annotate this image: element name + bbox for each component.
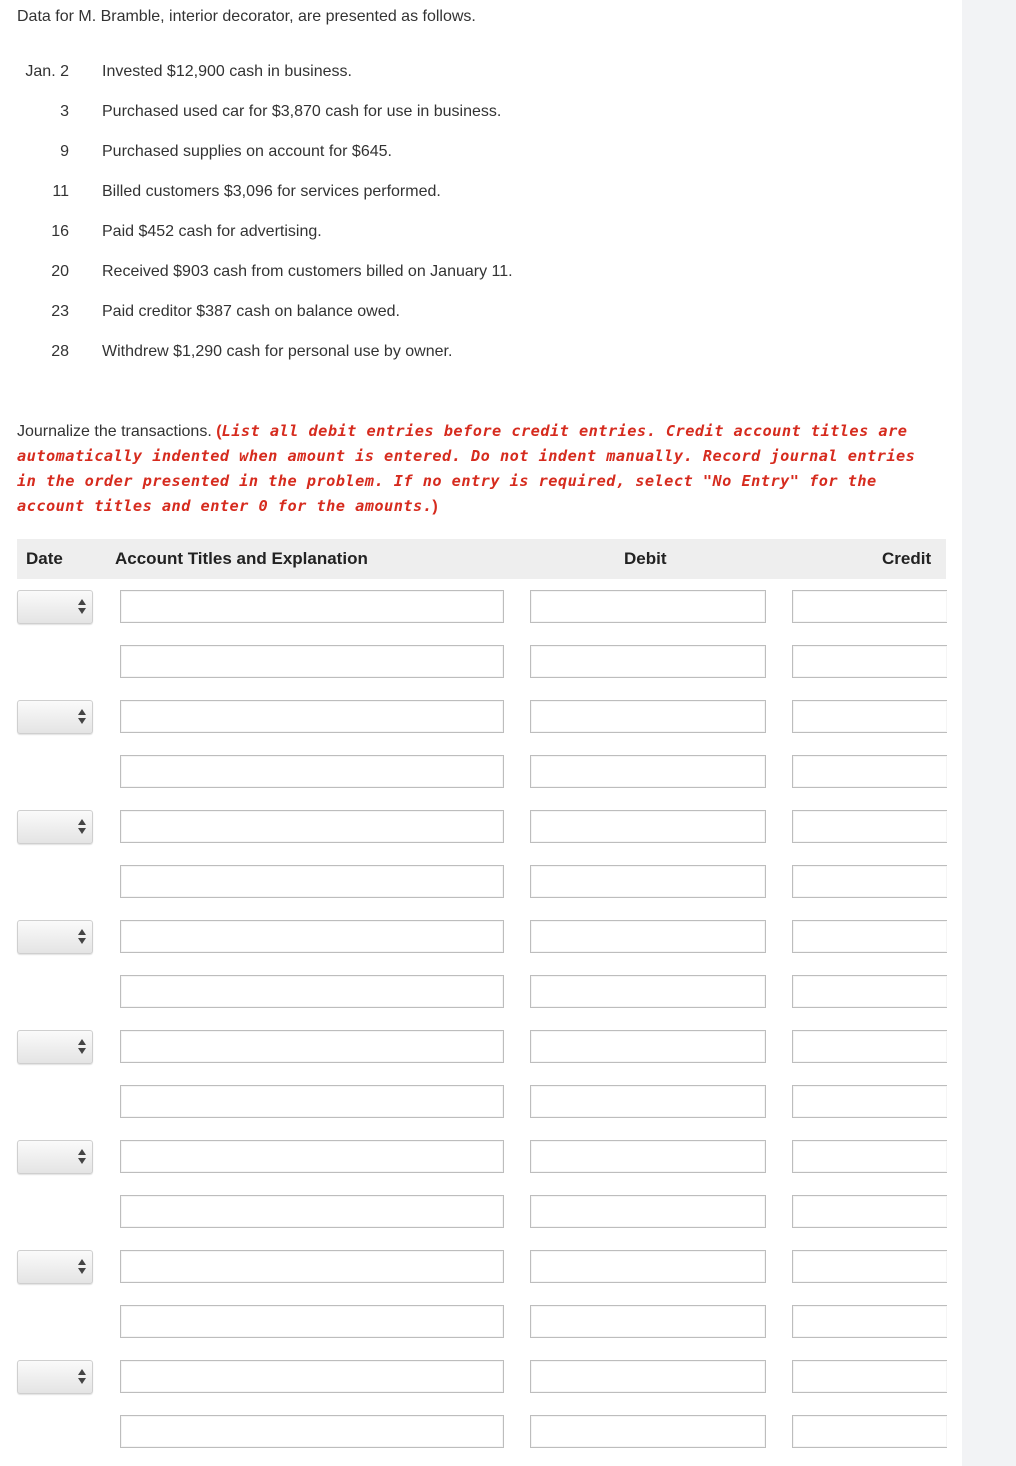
journal-row xyxy=(0,865,962,920)
credit-input[interactable] xyxy=(792,645,947,678)
transaction-description: Paid $452 cash for advertising. xyxy=(102,223,322,240)
account-title-input[interactable] xyxy=(120,700,504,733)
debit-input[interactable] xyxy=(530,1415,766,1448)
credit-input[interactable] xyxy=(792,920,947,953)
credit-input[interactable] xyxy=(792,975,947,1008)
account-title-input[interactable] xyxy=(120,1360,504,1393)
credit-input[interactable] xyxy=(792,1250,947,1283)
credit-input[interactable] xyxy=(792,700,947,733)
transaction-description: Paid creditor $387 cash on balance owed. xyxy=(102,303,400,320)
account-title-input[interactable] xyxy=(120,1140,504,1173)
select-arrows-icon xyxy=(77,819,87,835)
instruction-close-paren: ) xyxy=(432,498,438,515)
credit-input[interactable] xyxy=(792,1360,947,1393)
account-title-input[interactable] xyxy=(120,810,504,843)
account-title-input[interactable] xyxy=(120,590,504,623)
debit-input[interactable] xyxy=(530,1195,766,1228)
debit-input[interactable] xyxy=(530,975,766,1008)
transaction-description: Purchased supplies on account for $645. xyxy=(102,143,392,160)
transaction-description: Purchased used car for $3,870 cash for use in business. xyxy=(102,103,502,120)
right-side-panel xyxy=(962,0,1016,1466)
account-title-input[interactable] xyxy=(120,1250,504,1283)
journal-row xyxy=(0,755,962,810)
header-date: Date xyxy=(26,549,63,568)
journal-row xyxy=(0,590,962,645)
select-arrows-icon xyxy=(77,929,87,945)
debit-input[interactable] xyxy=(530,1360,766,1393)
transaction-row xyxy=(0,302,700,342)
credit-input[interactable] xyxy=(792,1140,947,1173)
transaction-list xyxy=(0,62,700,382)
select-arrows-icon xyxy=(77,1369,87,1385)
transaction-date: 28 xyxy=(51,343,69,360)
debit-input[interactable] xyxy=(530,1250,766,1283)
journal-row xyxy=(0,975,962,1030)
credit-input[interactable] xyxy=(792,1030,947,1063)
credit-input[interactable] xyxy=(792,755,947,788)
transaction-date: 23 xyxy=(51,303,69,320)
account-title-input[interactable] xyxy=(120,1195,504,1228)
transaction-description: Withdrew $1,290 cash for personal use by owner. xyxy=(102,343,453,360)
date-select[interactable] xyxy=(17,920,93,954)
debit-input[interactable] xyxy=(530,590,766,623)
instruction-open-paren: ( xyxy=(216,423,222,440)
transaction-description: Billed customers $3,096 for services performed. xyxy=(102,183,441,200)
debit-input[interactable] xyxy=(530,645,766,678)
account-title-input[interactable] xyxy=(120,1030,504,1063)
date-select[interactable] xyxy=(17,1360,93,1394)
account-title-input[interactable] xyxy=(120,1305,504,1338)
journal-row xyxy=(0,1140,962,1195)
account-title-input[interactable] xyxy=(120,1085,504,1118)
transaction-description: Invested $12,900 cash in business. xyxy=(102,63,352,80)
credit-input[interactable] xyxy=(792,810,947,843)
instruction-emphasis: List all debit entries before credit entries. Credit account titles are automatically indented when amount is entered. Do not indent manually. Record journal entries in the order presented in the problem. If no entry is required, select "No Entry" for the account titles and enter 0 for the amounts. xyxy=(17,422,916,515)
transaction-date: 3 xyxy=(60,103,69,120)
date-select[interactable] xyxy=(17,810,93,844)
header-debit: Debit xyxy=(624,549,667,568)
debit-input[interactable] xyxy=(530,1085,766,1118)
instruction-plain: Journalize the transactions. xyxy=(17,423,212,440)
journal-row xyxy=(0,700,962,755)
debit-input[interactable] xyxy=(530,1140,766,1173)
account-title-input[interactable] xyxy=(120,1415,504,1448)
date-select[interactable] xyxy=(17,700,93,734)
journal-row xyxy=(0,1415,962,1466)
account-title-input[interactable] xyxy=(120,920,504,953)
debit-input[interactable] xyxy=(530,920,766,953)
header-credit: Credit xyxy=(882,549,932,568)
transaction-date: 9 xyxy=(60,143,69,160)
journal-table-header xyxy=(17,539,946,579)
debit-input[interactable] xyxy=(530,700,766,733)
journal-row xyxy=(0,1195,962,1250)
account-title-input[interactable] xyxy=(120,865,504,898)
credit-input[interactable] xyxy=(792,1305,947,1338)
select-arrows-icon xyxy=(77,599,87,615)
debit-input[interactable] xyxy=(530,755,766,788)
credit-input[interactable] xyxy=(792,1085,947,1118)
header-account-titles: Account Titles and Explanation xyxy=(115,549,368,568)
debit-input[interactable] xyxy=(530,1305,766,1338)
journal-row xyxy=(0,645,962,700)
transaction-row xyxy=(0,262,700,302)
date-select[interactable] xyxy=(17,1250,93,1284)
credit-input[interactable] xyxy=(792,1415,947,1448)
account-title-input[interactable] xyxy=(120,645,504,678)
date-select[interactable] xyxy=(17,1140,93,1174)
problem-intro: Data for M. Bramble, interior decorator, are presented as follows. xyxy=(17,8,476,25)
select-arrows-icon xyxy=(77,1149,87,1165)
select-arrows-icon xyxy=(77,1259,87,1275)
transaction-row xyxy=(0,102,700,142)
journal-row xyxy=(0,1030,962,1085)
instructions xyxy=(17,419,937,519)
journal-row xyxy=(0,1305,962,1360)
account-title-input[interactable] xyxy=(120,975,504,1008)
journal-row xyxy=(0,1085,962,1140)
transaction-row xyxy=(0,342,700,382)
debit-input[interactable] xyxy=(530,1030,766,1063)
debit-input[interactable] xyxy=(530,810,766,843)
transaction-row xyxy=(0,222,700,262)
credit-input[interactable] xyxy=(792,1195,947,1228)
date-select[interactable] xyxy=(17,590,93,624)
transaction-row xyxy=(0,142,700,182)
transaction-date: Jan. 2 xyxy=(25,63,69,80)
transaction-date: 16 xyxy=(51,223,69,240)
journal-row xyxy=(0,1250,962,1305)
credit-input[interactable] xyxy=(792,865,947,898)
debit-input[interactable] xyxy=(530,865,766,898)
credit-input[interactable] xyxy=(792,590,947,623)
transaction-date: 20 xyxy=(51,263,69,280)
account-title-input[interactable] xyxy=(120,755,504,788)
journal-row xyxy=(0,810,962,865)
transaction-row xyxy=(0,182,700,222)
journal-row xyxy=(0,920,962,975)
transaction-row xyxy=(0,62,700,102)
journal-row xyxy=(0,1360,962,1415)
select-arrows-icon xyxy=(77,1039,87,1055)
date-select[interactable] xyxy=(17,1030,93,1064)
transaction-description: Received $903 cash from customers billed on January 11. xyxy=(102,263,513,280)
journal-entry-table xyxy=(0,590,962,1466)
select-arrows-icon xyxy=(77,709,87,725)
transaction-date: 11 xyxy=(52,183,69,200)
